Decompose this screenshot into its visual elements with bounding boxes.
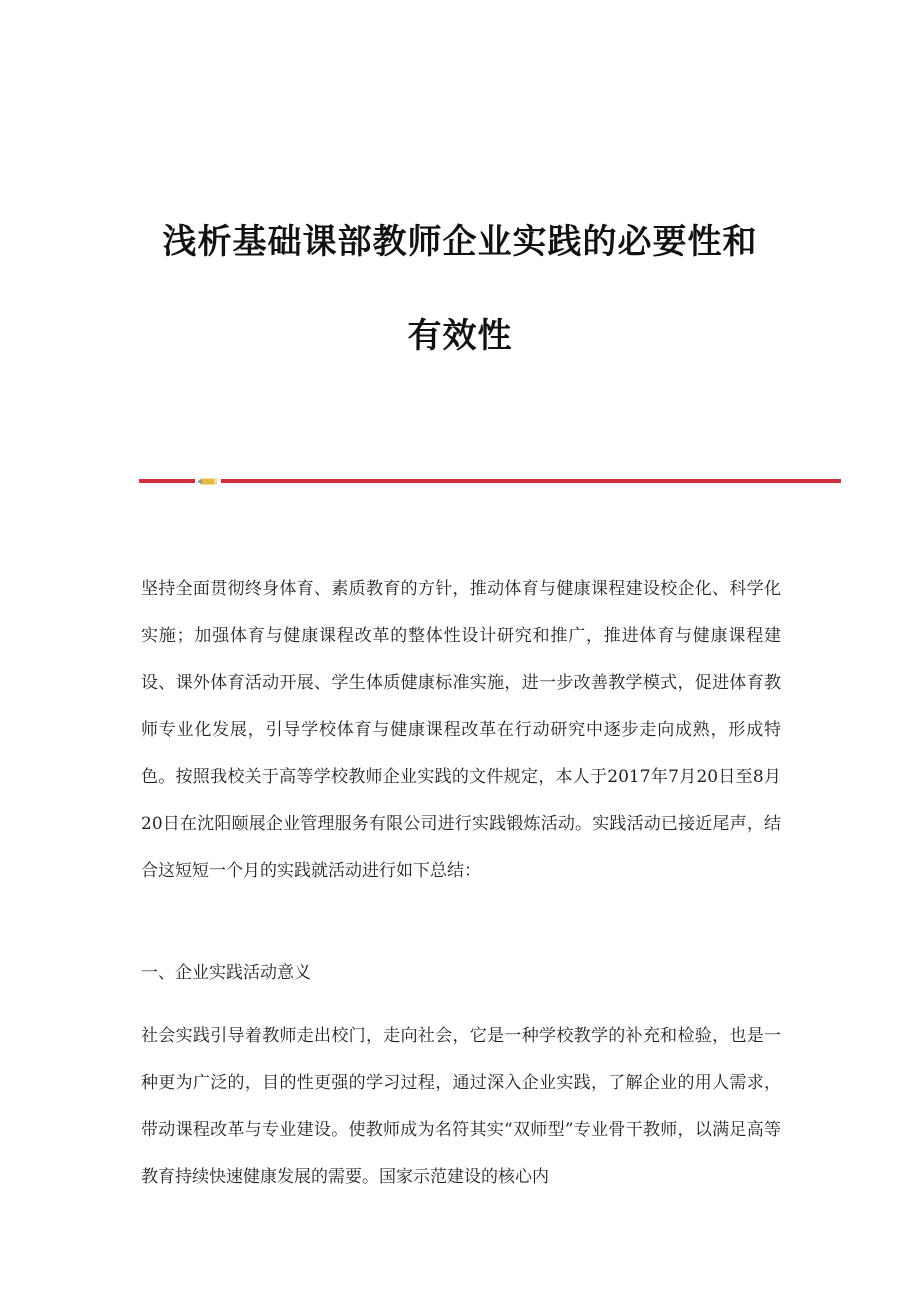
- title-divider: [139, 478, 841, 484]
- document-title-line2: 有效性: [407, 316, 513, 356]
- divider-right-segment: [221, 479, 841, 483]
- divider-left-segment: [139, 479, 195, 483]
- paragraph-significance: [141, 1013, 781, 1201]
- document-title-line1: 浅析基础课部教师企业实践的必要性和: [162, 222, 758, 262]
- paragraph-significance-text: 社会实践引导着教师走出校门，走向社会，它是一种学校教学的补充和检验，也是一种更为广泛的，目的性更强的学习过程，通过深入企业实践，了解企业的用人需求，带动课程改革与专业建设。使教师成为名符其实“双师型”专业骨干教师，以满足高等教育持续快速健康发展的需要。国家示范建设的核心内: [141, 1026, 781, 1187]
- section-heading-1: [141, 958, 781, 988]
- section-heading-1-text: 一、企业实践活动意义: [141, 963, 311, 983]
- paragraph-intro-text: 坚持全面贯彻终身体育、素质教育的方针，推动体育与健康课程建设校企化、科学化实施；加强体育与健康课程改革的整体性设计研究和推广，推进体育与健康课程建设、课外体育活动开展、学生体质健康标准实施，进一步改善教学模式，促进体育教师专业化发展，引导学校体育与健康课程改革在行动研究中逐步走向成熟，形成特色。按照我校关于高等学校教师企业实践的文件规定，本人于2017年7月20日至8月20日在沈阳颐展企业管理服务有限公司进行实践锻炼活动。实践活动已接近尾声，结合这短短一个月的实践就活动进行如下总结：: [141, 579, 781, 881]
- pencil-icon: [197, 478, 217, 485]
- paragraph-intro: [141, 566, 781, 895]
